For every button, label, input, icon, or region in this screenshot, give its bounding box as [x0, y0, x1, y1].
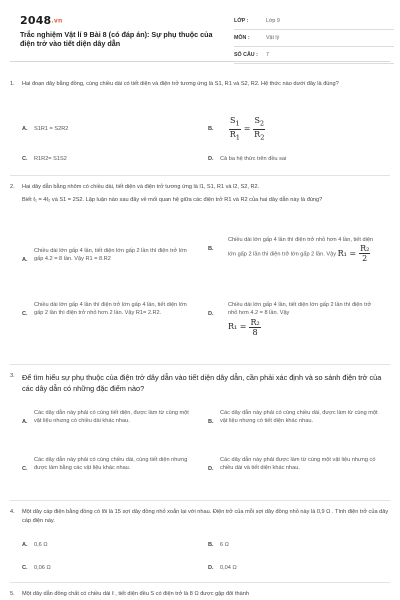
site-logo[interactable] — [20, 14, 62, 27]
formula-r1-r2-over-2: R₁ = $\frac{\text{R₂}}{2}$ — [337, 244, 370, 264]
option-3a[interactable] — [22, 409, 197, 426]
question-1 — [10, 80, 390, 89]
divider — [10, 175, 390, 176]
option-label: B. — [208, 419, 214, 425]
meta-value: Lớp 9 — [266, 18, 280, 24]
equals-sign: = — [243, 123, 251, 133]
option-2b[interactable] — [208, 236, 380, 263]
question-number: 4. — [10, 509, 15, 515]
divider — [10, 364, 390, 365]
question-stem: Để tìm hiểu sự phụ thuộc của điện trở dây dẫn vào tiết diện dây dẫn, cần phải xác định và so sánh điện trở của các dây dẫn có những đặc điểm nào? — [22, 373, 382, 393]
question-stem-line: Biết ℓ₁ = 4ℓ₂ và S1 = 2S2. Lập luận nào sau đây về mối quan hệ giữa các điện trở R1 và R2 của hai dây dẫn này là đúng? — [22, 196, 323, 203]
option-label: B. — [208, 126, 214, 132]
divider — [10, 500, 390, 501]
option-text: Chiều dài lớn gấp 4 lần thì điện trở lớn gấp 4 lần, tiết diện lớn gấp 2 lần thì điện trở nhỏ hơn 2 lần. Vậy R1= 2.R2. — [34, 302, 187, 317]
option-text: Các dây dẫn này phải có cùng chiều dài, cùng tiết diện nhưng được làm bằng các vật liệu khác nhau. — [34, 457, 188, 472]
question-3 — [10, 372, 390, 394]
meta-row-count — [234, 47, 394, 64]
page-title: Trắc nghiệm Vật lí 9 Bài 8 (có đáp án): Sự phụ thuộc của điện trở vào tiết diện dây dẫn — [20, 30, 213, 48]
option-label: D. — [208, 466, 214, 472]
question-stem — [22, 183, 390, 204]
option-text — [228, 236, 380, 263]
option-text: R1R2= S1S2 — [34, 156, 67, 162]
option-text: S1R1 = S2R2 — [34, 126, 69, 132]
fraction-s1-r1: $\frac{S_1}{R_1}$ — [229, 116, 240, 142]
formula-s1r1-s2r2 — [228, 116, 378, 142]
option-4c[interactable] — [22, 564, 192, 572]
option-text-body: Chiều dài lớn gấp 4 lần thì điện trở nhỏ hơn 4 lần, tiết diện lớn gấp 2 lần thì điện trở lớn gấp 2 lần. Vậy — [228, 237, 374, 258]
question-number: 3. — [10, 373, 15, 379]
option-label: D. — [208, 311, 214, 317]
option-text: Các dây dẫn này phải có cùng chiều dài, được làm từ cùng một vật liệu nhưng có tiết diện khác nhau. — [220, 410, 378, 425]
option-2a[interactable] — [22, 247, 194, 264]
option-4a[interactable] — [22, 541, 192, 549]
option-3c[interactable] — [22, 456, 197, 473]
option-4d[interactable] — [208, 564, 378, 572]
meta-key: MÔN : — [234, 35, 250, 41]
option-label: D. — [208, 565, 214, 571]
meta-value: Vật lý — [266, 35, 280, 41]
option-label: B. — [208, 246, 214, 252]
option-text: 6 Ω — [220, 542, 229, 548]
option-label: A. — [22, 419, 28, 425]
option-label: B. — [208, 542, 214, 548]
option-text: 0,6 Ω — [34, 542, 48, 548]
option-text: Cả ba hệ thức trên đều sai — [220, 156, 287, 162]
option-text — [228, 301, 380, 337]
option-1b[interactable] — [208, 116, 378, 142]
question-5 — [10, 590, 390, 600]
option-label: D. — [208, 156, 214, 162]
option-1a[interactable] — [22, 125, 192, 133]
question-stem: Một dây dẫn đồng chất có chiều dài ℓ , tiết diện đều S có điện trở là 8 Ω được gập đôi thành — [22, 591, 249, 597]
fraction-s2-r2: $\frac{S_2}{R_2}$ — [254, 116, 265, 142]
question-number: 2. — [10, 184, 15, 190]
option-3b[interactable] — [208, 409, 383, 426]
option-text: Các dây dẫn này phải được làm từ cùng một vật liệu nhưng có chiều dài và tiết diện khác nhau. — [220, 457, 376, 472]
option-text-body: Chiều dài lớn gấp 4 lần, tiết diện lớn gấp 2 lần thì điện trở nhỏ hơn 4.2 = 8 lần. Vậy — [228, 302, 372, 317]
option-4b[interactable] — [208, 541, 378, 549]
meta-row-class — [234, 13, 394, 30]
option-3d[interactable] — [208, 456, 383, 473]
option-label: C. — [22, 156, 28, 162]
meta-table — [234, 13, 394, 64]
question-stem: Hai đoạn dây bằng đồng, cùng chiều dài có tiết diện và điện trở tương ứng là S1, R1 và S2, R2. Hệ thức nào dưới đây là đúng? — [22, 81, 339, 87]
question-number: 5. — [10, 591, 15, 597]
option-label: A. — [22, 126, 28, 132]
option-1c[interactable] — [22, 155, 192, 163]
question-stem: Một dây cáp điện bằng đồng có lõi là 15 sợi dây đồng nhỏ xoắn lại với nhau. Điện trở của mỗi sợi dây đồng nhỏ này là 0,9 Ω . Tính điện trở của dây cáp điện này. — [22, 509, 389, 524]
logo-suffix: .vn — [51, 17, 63, 25]
question-4 — [10, 508, 390, 525]
option-label: A. — [22, 542, 28, 548]
option-text: 0,06 Ω — [34, 565, 51, 571]
meta-key: SỐ CÂU : — [234, 52, 258, 58]
meta-value: 7 — [266, 52, 269, 58]
meta-row-subject — [234, 30, 394, 47]
question-2 — [10, 183, 390, 204]
meta-key: LỚP : — [234, 18, 249, 24]
option-label: C. — [22, 311, 28, 317]
question-stem-line: Hai dây dẫn bằng nhôm có chiều dài, tiết diện và điện trở tương ứng là l1, S1, R1 và l2, S2, R2. — [22, 184, 260, 190]
option-text: Các dây dẫn này phải có cùng tiết diện, được làm từ cùng một vật liệu nhưng có chiều dài khác nhau. — [34, 410, 189, 425]
formula-r1-r2-over-8: R₁ = $\frac{\text{R₂}}{8}$ — [228, 317, 260, 337]
option-1d[interactable] — [208, 155, 378, 163]
question-number: 1. — [10, 81, 15, 87]
option-2c[interactable] — [22, 301, 194, 318]
option-text: Chiều dài lớn gấp 4 lần, tiết diện lớn gấp 2 lần thì điện trở lớn gấp 4.2 = 8 lần. Vậy R1 = 8.R2 — [34, 248, 187, 263]
divider — [10, 582, 390, 583]
option-label: C. — [22, 565, 28, 571]
header — [10, 0, 390, 62]
option-text: 0,04 Ω — [220, 565, 237, 571]
option-label: C. — [22, 466, 28, 472]
option-label: A. — [22, 257, 28, 263]
option-2d[interactable] — [208, 301, 380, 337]
logo-text: 2048 — [20, 14, 52, 27]
